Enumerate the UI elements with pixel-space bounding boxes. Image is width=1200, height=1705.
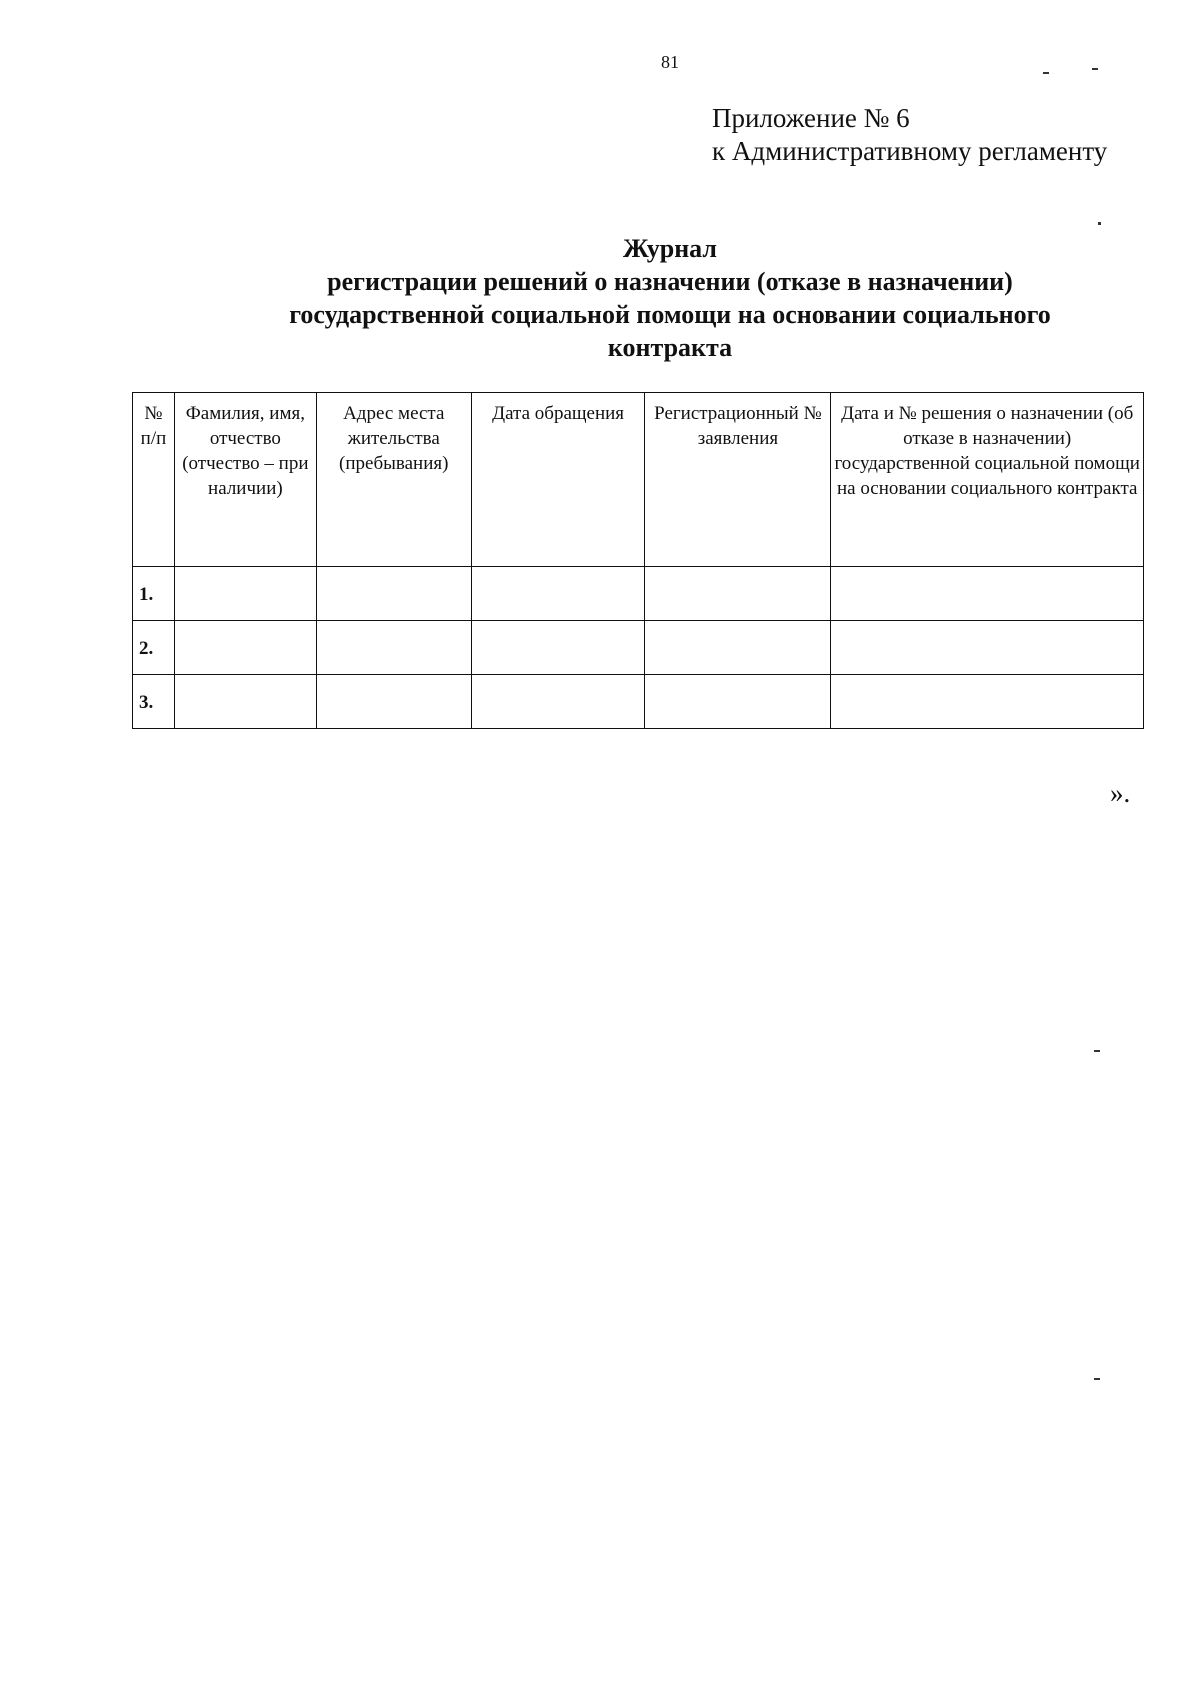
row-number-cell: 2. xyxy=(133,621,175,675)
table-row xyxy=(133,675,1144,729)
table-cell xyxy=(471,675,645,729)
document-title xyxy=(200,232,1140,364)
table-cell xyxy=(831,675,1144,729)
table-row xyxy=(133,567,1144,621)
table-cell xyxy=(645,567,831,621)
scan-mark xyxy=(1094,1378,1100,1380)
title-line-4: контракта xyxy=(607,333,733,362)
table-row xyxy=(133,621,1144,675)
header-cell-address: Адрес места жительства (пребывания) xyxy=(316,393,471,567)
table-cell xyxy=(174,621,316,675)
page-number: 81 xyxy=(661,52,679,72)
header-cell-full-name: Фамилия, имя, отчество (отчество – при наличии) xyxy=(174,393,316,567)
journal-table xyxy=(132,392,1144,729)
table-cell xyxy=(645,675,831,729)
closing-quote: ». xyxy=(1110,778,1131,808)
table-header-row xyxy=(133,393,1144,567)
scan-mark xyxy=(1098,222,1101,225)
table-cell xyxy=(174,567,316,621)
table-cell xyxy=(174,675,316,729)
table-cell xyxy=(316,675,471,729)
table-cell xyxy=(831,621,1144,675)
table-cell xyxy=(645,621,831,675)
scan-mark xyxy=(1092,68,1098,70)
header-cell-registration-number: Регистрационный № заявления xyxy=(645,393,831,567)
appendix-line-2: к Административному регламенту xyxy=(712,136,1108,166)
table-cell xyxy=(471,621,645,675)
appendix-note xyxy=(712,102,1107,168)
table-cell xyxy=(831,567,1144,621)
scan-mark xyxy=(1043,72,1049,74)
appendix-line-1: Приложение № 6 xyxy=(712,103,910,133)
header-cell-application-date: Дата обращения xyxy=(471,393,645,567)
table-cell xyxy=(316,621,471,675)
header-cell-decision: Дата и № решения о назначении (об отказе в назначении) государственной социальной помощи на основании социального контракта xyxy=(831,393,1144,567)
title-line-1: Журнал xyxy=(623,234,717,263)
table-cell xyxy=(316,567,471,621)
row-number-cell: 3. xyxy=(133,675,175,729)
title-line-2: регистрации решений о назначении (отказе в назначении) xyxy=(327,267,1013,296)
table-cell xyxy=(471,567,645,621)
title-line-3: государственной социальной помощи на основании социального xyxy=(289,300,1051,329)
scan-mark xyxy=(1094,1050,1100,1052)
row-number-cell: 1. xyxy=(133,567,175,621)
header-cell-number: № п/п xyxy=(133,393,175,567)
